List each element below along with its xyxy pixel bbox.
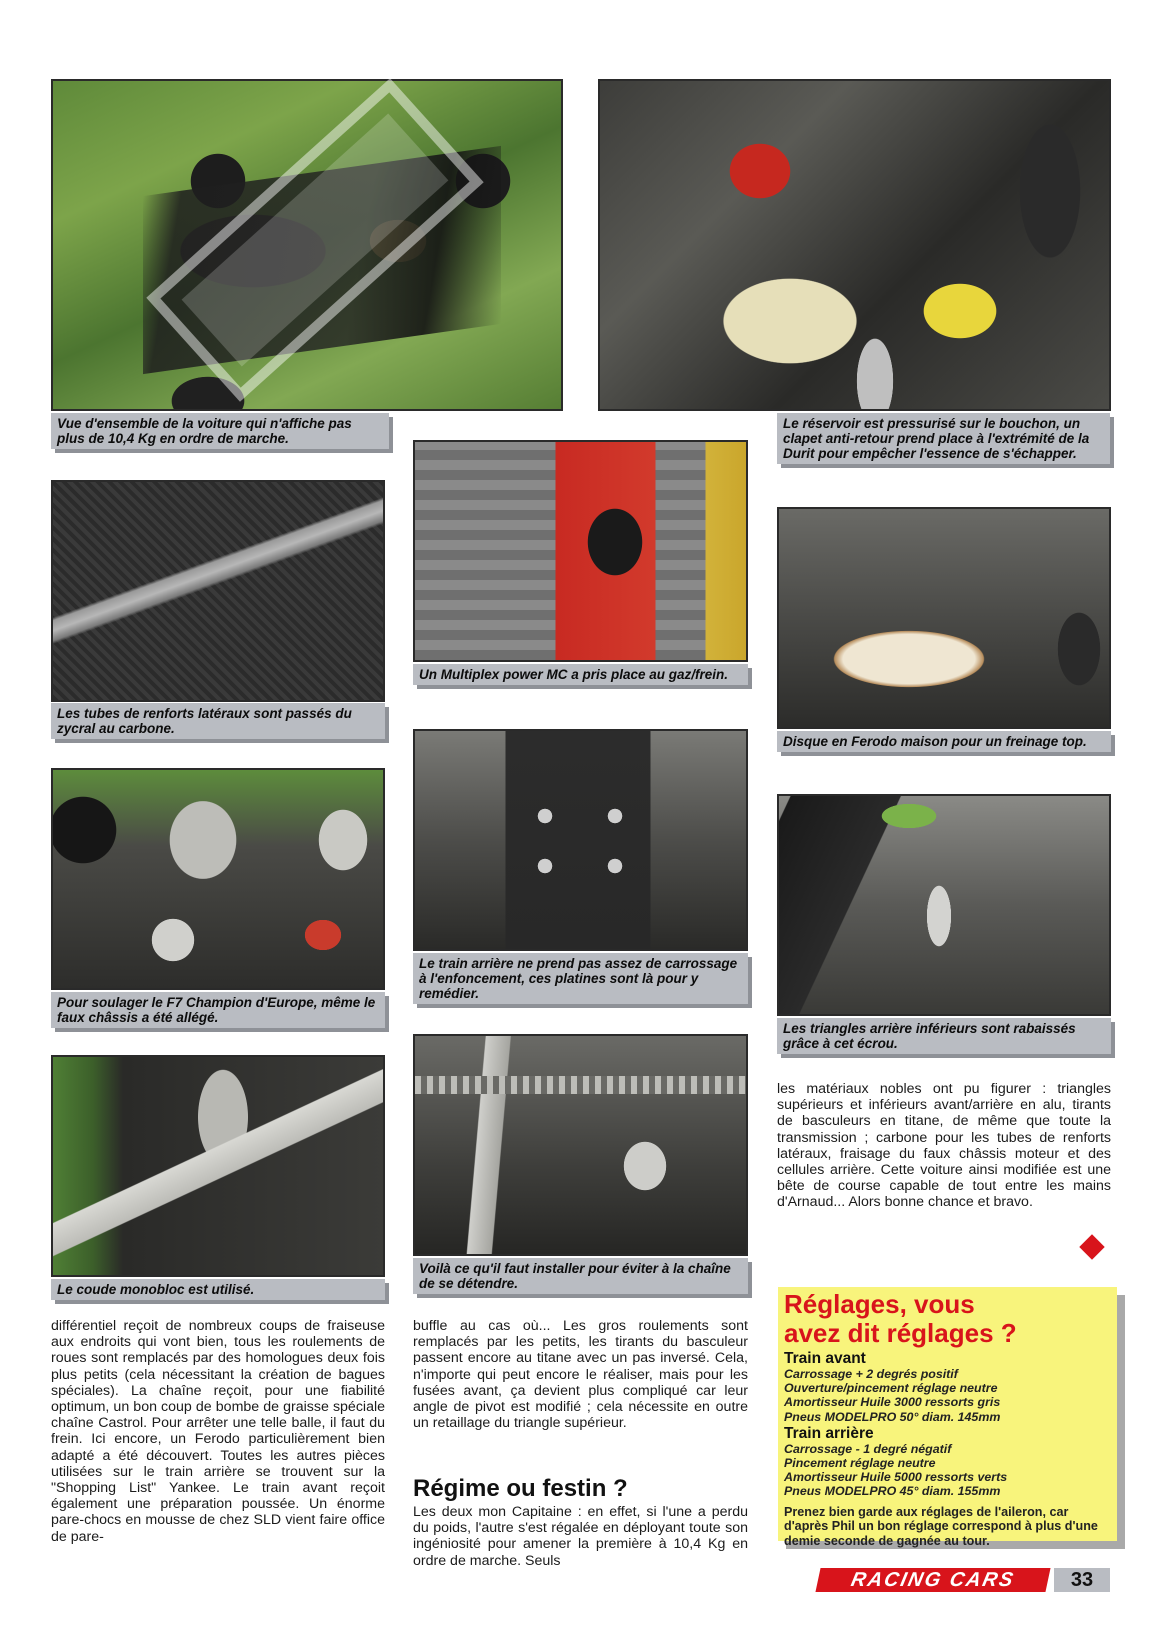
settings-rear-line: Pneus MODELPRO 45° diam. 155mm [784,1484,1001,1499]
page-number: 33 [1054,1568,1110,1592]
settings-box-title-line-1: Réglages, vous [784,1289,975,1319]
photo-engine-chassis [51,768,385,990]
photo-ferodo-disc [777,507,1111,729]
settings-front-line: Ouverture/pincement réglage neutre [784,1381,998,1396]
photo-monobloc-elbow [51,1055,385,1277]
caption-car-overview: Vue d'ensemble de la voiture qui n'affiche pas plus de 10,4 Kg en ordre de marche. [51,413,389,449]
article-column-2-part-1: buffle au cas où... Les gros roulements sont remplacés par les petits, les tirants du basculeur passent encore au titane avec un pas inversé. Cela, n'importe qui peut encore le réaliser, mais pour les fusées avant, ça devient plus compliqué car leur angle de pivot est modifié ; cela nécessite en outre un retaillage du triangle supérieur. [413,1318,748,1432]
caption-rear-plates: Le train arrière ne prend pas assez de carrossage à l'enfoncement, ces platines sont là pour y remédier. [413,953,748,1004]
photo-fuel-tank [598,79,1111,411]
caption-rear-triangles: Les triangles arrière inférieurs sont rabaissés grâce à cet écrou. [777,1018,1111,1054]
settings-front-line: Pneus MODELPRO 50° diam. 145mm [784,1409,1001,1424]
magazine-logo: RACING CARS [815,1568,1050,1592]
caption-ferodo-disc: Disque en Ferodo maison pour un freinage top. [777,731,1111,752]
settings-box-title-line-2: avez dit réglages ? [784,1318,1017,1348]
settings-front-title: Train avant [784,1350,866,1367]
settings-front-line: Amortisseur Huile 3000 ressorts gris [784,1395,1001,1410]
article-column-1: différentiel reçoit de nombreux coups de fraiseuse aux endroits qui vont bien, tous les roulements de roues sont remplacés par des homologues deux fois plus petits (cela nécessitant la création de bagues spéciales). La chaîne reçoit, pour une fiabilité optimum, un bon coup de bombe de graisse spéciale chaîne Castrol. Pour arrêter une telle balle, il faut du frein. Ici encore, un Ferodo particulièrement bien adapté a été découvert. Toutes les autres pièces utilisées sur le train arrière se trouvent sur la "Shopping List" Yankee. Le train avant reçoit également une préparation poussée. Un énorme pare-chocs en mousse de chez SLD vient faire office de pare- [51,1318,385,1545]
settings-front-line: Carrossage + 2 degrés positif [784,1367,958,1381]
settings-box [778,1287,1117,1548]
settings-rear-line: Amortisseur Huile 5000 ressorts verts [784,1470,1008,1485]
photo-rear-triangles [777,794,1111,1016]
caption-reinforcement-tubes: Les tubes de renforts latéraux sont passés du zycral au carbone. [51,703,385,739]
caption-multiplex-servo: Un Multiplex power MC a pris place au gaz/frein. [413,664,748,685]
settings-note: Prenez bien garde aux réglages de l'aileron, car d'après Phil un bon réglage correspond à plus d'une demie seconde de gagnée au tour. [784,1504,1098,1548]
settings-box-title [784,1290,1109,1348]
article-subheading: Régime ou festin ? [413,1475,628,1502]
settings-rear-line: Carrossage - 1 degré négatif [784,1441,952,1456]
article-column-3: les matériaux nobles ont pu figurer : triangles supérieurs et inférieurs avant/arrière en alu, tirants de basculeurs en titane, de même que toute la transmission ; carbone pour les tubes de renforts latéraux, fraisage du faux châssis moteur et des cellules arrière. Cette voiture ainsi modifiée est une bête de course capable de tout entre les mains d'Arnaud... Alors bonne chance et bravo. [777,1081,1111,1211]
caption-chain-tensioner: Voilà ce qu'il faut installer pour éviter à la chaîne de se détendre. [413,1258,748,1294]
end-of-article-marker [1079,1234,1104,1259]
caption-monobloc-elbow: Le coude monobloc est utilisé. [51,1279,385,1300]
article-column-2-part-2: Les deux mon Capitaine : en effet, si l'une a perdu du poids, l'autre s'est régalée en déployant toute son ingéniosité pour amener la première à 10,4 Kg en ordre de marche. Seuls [413,1504,748,1569]
photo-multiplex-servo [413,440,748,662]
settings-rear-line: Pincement réglage neutre [784,1456,936,1471]
settings-rear-title: Train arrière [784,1424,874,1442]
caption-engine-chassis: Pour soulager le F7 Champion d'Europe, même le faux châssis a été allégé. [51,992,385,1028]
photo-rear-plates [413,729,748,951]
photo-reinforcement-tubes [51,480,385,702]
caption-fuel-tank: Le réservoir est pressurisé sur le bouchon, un clapet anti-retour prend place à l'extrémité de la Durit pour empêcher l'essence de s'échapper. [777,413,1110,464]
photo-chain-tensioner [413,1034,748,1256]
